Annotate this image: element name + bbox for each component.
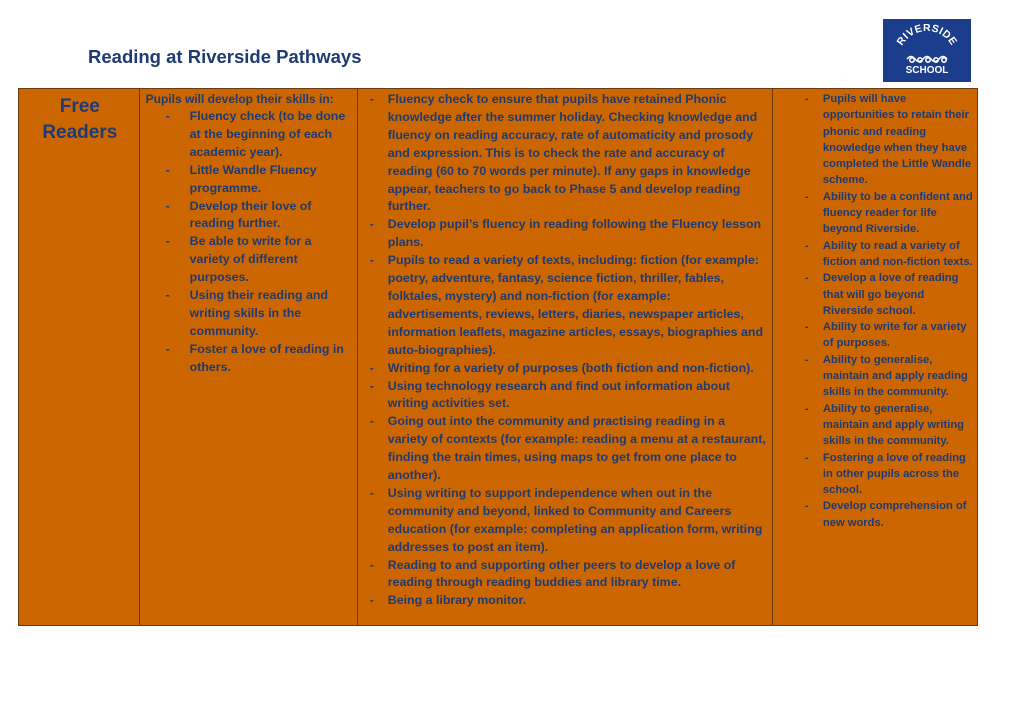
skill-item-text: Develop their love of reading further. (189, 198, 312, 231)
outcome-item (779, 189, 973, 238)
skill-item (146, 341, 353, 377)
riverside-logo-icon (883, 19, 971, 82)
activity-item (364, 413, 768, 485)
skill-item-text: Little Wandle Fluency programme. (189, 162, 317, 195)
dash-bullet: - (804, 272, 809, 285)
outcome-item (779, 352, 973, 401)
activity-item (364, 252, 768, 359)
skill-item-text: Fluency check (to be done at the beginning of each academic year). (189, 109, 346, 159)
skill-item (146, 287, 353, 341)
dash-bullet: - (804, 500, 809, 513)
dash-bullet: - (369, 593, 374, 608)
logo-text-bottom: SCHOOL (905, 65, 949, 76)
dash-bullet: - (804, 321, 809, 334)
skills-intro: Pupils will develop their skills in: (145, 92, 334, 106)
dash-bullet: - (804, 353, 809, 366)
activity-item (364, 216, 768, 252)
activity-item-text: Develop pupil’s fluency in reading following the Fluency lesson plans. (387, 217, 762, 250)
dash-bullet: - (165, 162, 170, 177)
outcome-item-text: Ability to generalise, maintain and apply writing skills in the community. (822, 402, 965, 448)
outcome-item-text: Fostering a love of reading in other pupils across the school. (822, 451, 966, 497)
dash-bullet: - (804, 239, 809, 252)
activity-item-text: Pupils to read a variety of texts, including: fiction (for example: poetry, adventure, fantasy, science fiction, thriller, fables, folktales, mystery) and non-fiction (for example: advertisements, reviews, letters, diaries, newspaper articles, information leaflets, magazine articles, essays, biographies and auto-biographies). (387, 253, 764, 357)
outcome-item-text: Develop a love of reading that will go beyond Riverside school. (822, 272, 959, 317)
outcome-item (779, 319, 973, 352)
activity-item-text: Reading to and supporting other peers to develop a love of reading through reading buddies and library time. (387, 557, 736, 590)
activity-item (364, 360, 768, 378)
outcomes-cell (772, 89, 977, 626)
outcome-item (779, 401, 973, 450)
dash-bullet: - (369, 253, 374, 268)
outcome-item (779, 498, 973, 531)
activity-item (364, 485, 768, 557)
dash-bullet: - (804, 451, 809, 464)
dash-bullet: - (369, 414, 374, 429)
activity-item (364, 378, 768, 414)
dash-bullet: - (804, 93, 809, 105)
skill-item-text: Be able to write for a variety of different purposes. (189, 234, 312, 285)
outcome-item (779, 238, 973, 271)
dash-bullet: - (165, 198, 170, 213)
activity-item-text: Being a library monitor. (387, 593, 527, 608)
pathway-table (18, 88, 978, 626)
activities-list (364, 91, 768, 610)
activity-item-text: Using writing to support independence when out in the community and beyond, linked to Community and Careers education (for example: completing an application form, writing addresses to post an item). (387, 485, 763, 554)
stage-label: Free Readers (42, 96, 118, 143)
stage-cell (19, 89, 140, 626)
outcome-item-text: Ability to write for a variety of purposes. (822, 321, 967, 350)
activity-item-text: Using technology research and find out information about writing activities set. (387, 378, 730, 411)
logo-text-top: RIVERSIDE (894, 22, 960, 48)
outcomes-list (779, 91, 973, 531)
activity-item (364, 592, 768, 610)
dash-bullet: - (165, 109, 170, 123)
dash-bullet: - (369, 217, 374, 232)
skills-list (146, 108, 353, 377)
skill-item-text: Foster a love of reading in others. (189, 341, 344, 374)
activity-item-text: Writing for a variety of purposes (both fiction and non-fiction). (387, 360, 754, 375)
dash-bullet: - (369, 92, 374, 106)
skill-item (146, 198, 353, 234)
skill-item (146, 233, 353, 287)
school-logo (883, 19, 971, 82)
dash-bullet: - (369, 485, 374, 500)
dash-bullet: - (804, 190, 809, 203)
activity-item-text: Fluency check to ensure that pupils have retained Phonic knowledge after the summer holiday. Checking knowledge and fluency on reading accuracy, rate of automaticity and prosody and expression. This is to check the rate and accuracy of reading (60 to 70 words per minute). If any gaps in knowledge appear, teachers to go back to Phase 5 and develop reading further. (387, 92, 758, 214)
svg-text:RIVERSIDE (895, 22, 960, 48)
outcome-item-text: Ability to generalise, maintain and apply reading skills in the community. (822, 353, 968, 399)
table-row (19, 89, 978, 626)
outcome-item-text: Ability to read a variety of fiction and non-fiction texts. (822, 239, 973, 268)
skill-item (146, 162, 353, 198)
dash-bullet: - (369, 378, 374, 393)
outcome-item (779, 91, 973, 189)
dash-bullet: - (804, 402, 809, 415)
dash-bullet: - (369, 557, 374, 572)
dash-bullet: - (165, 234, 170, 249)
skill-item-text: Using their reading and writing skills in the community. (189, 288, 329, 338)
dash-bullet: - (165, 288, 170, 303)
page-title: Reading at Riverside Pathways (88, 46, 362, 67)
activity-item (364, 557, 768, 593)
skills-cell (139, 89, 357, 626)
dash-bullet: - (165, 341, 170, 356)
activity-item (364, 91, 768, 216)
outcome-item (779, 270, 973, 319)
dash-bullet: - (369, 360, 374, 375)
activity-item-text: Going out into the community and practising reading in a variety of contexts (for example: reading a menu at a restaurant, finding the train times, using maps to get from one place to another). (387, 414, 766, 483)
outcome-item-text: Ability to be a confident and fluency reader for life beyond Riverside. (822, 190, 973, 236)
outcome-item-text: Pupils will have opportunities to retain their phonic and reading knowledge when they have completed the Little Wandle scheme. (822, 93, 972, 187)
outcome-item-text: Develop comprehension of new words. (822, 500, 967, 529)
outcome-item (779, 450, 973, 499)
skill-item (146, 108, 353, 162)
activities-cell (357, 89, 772, 626)
